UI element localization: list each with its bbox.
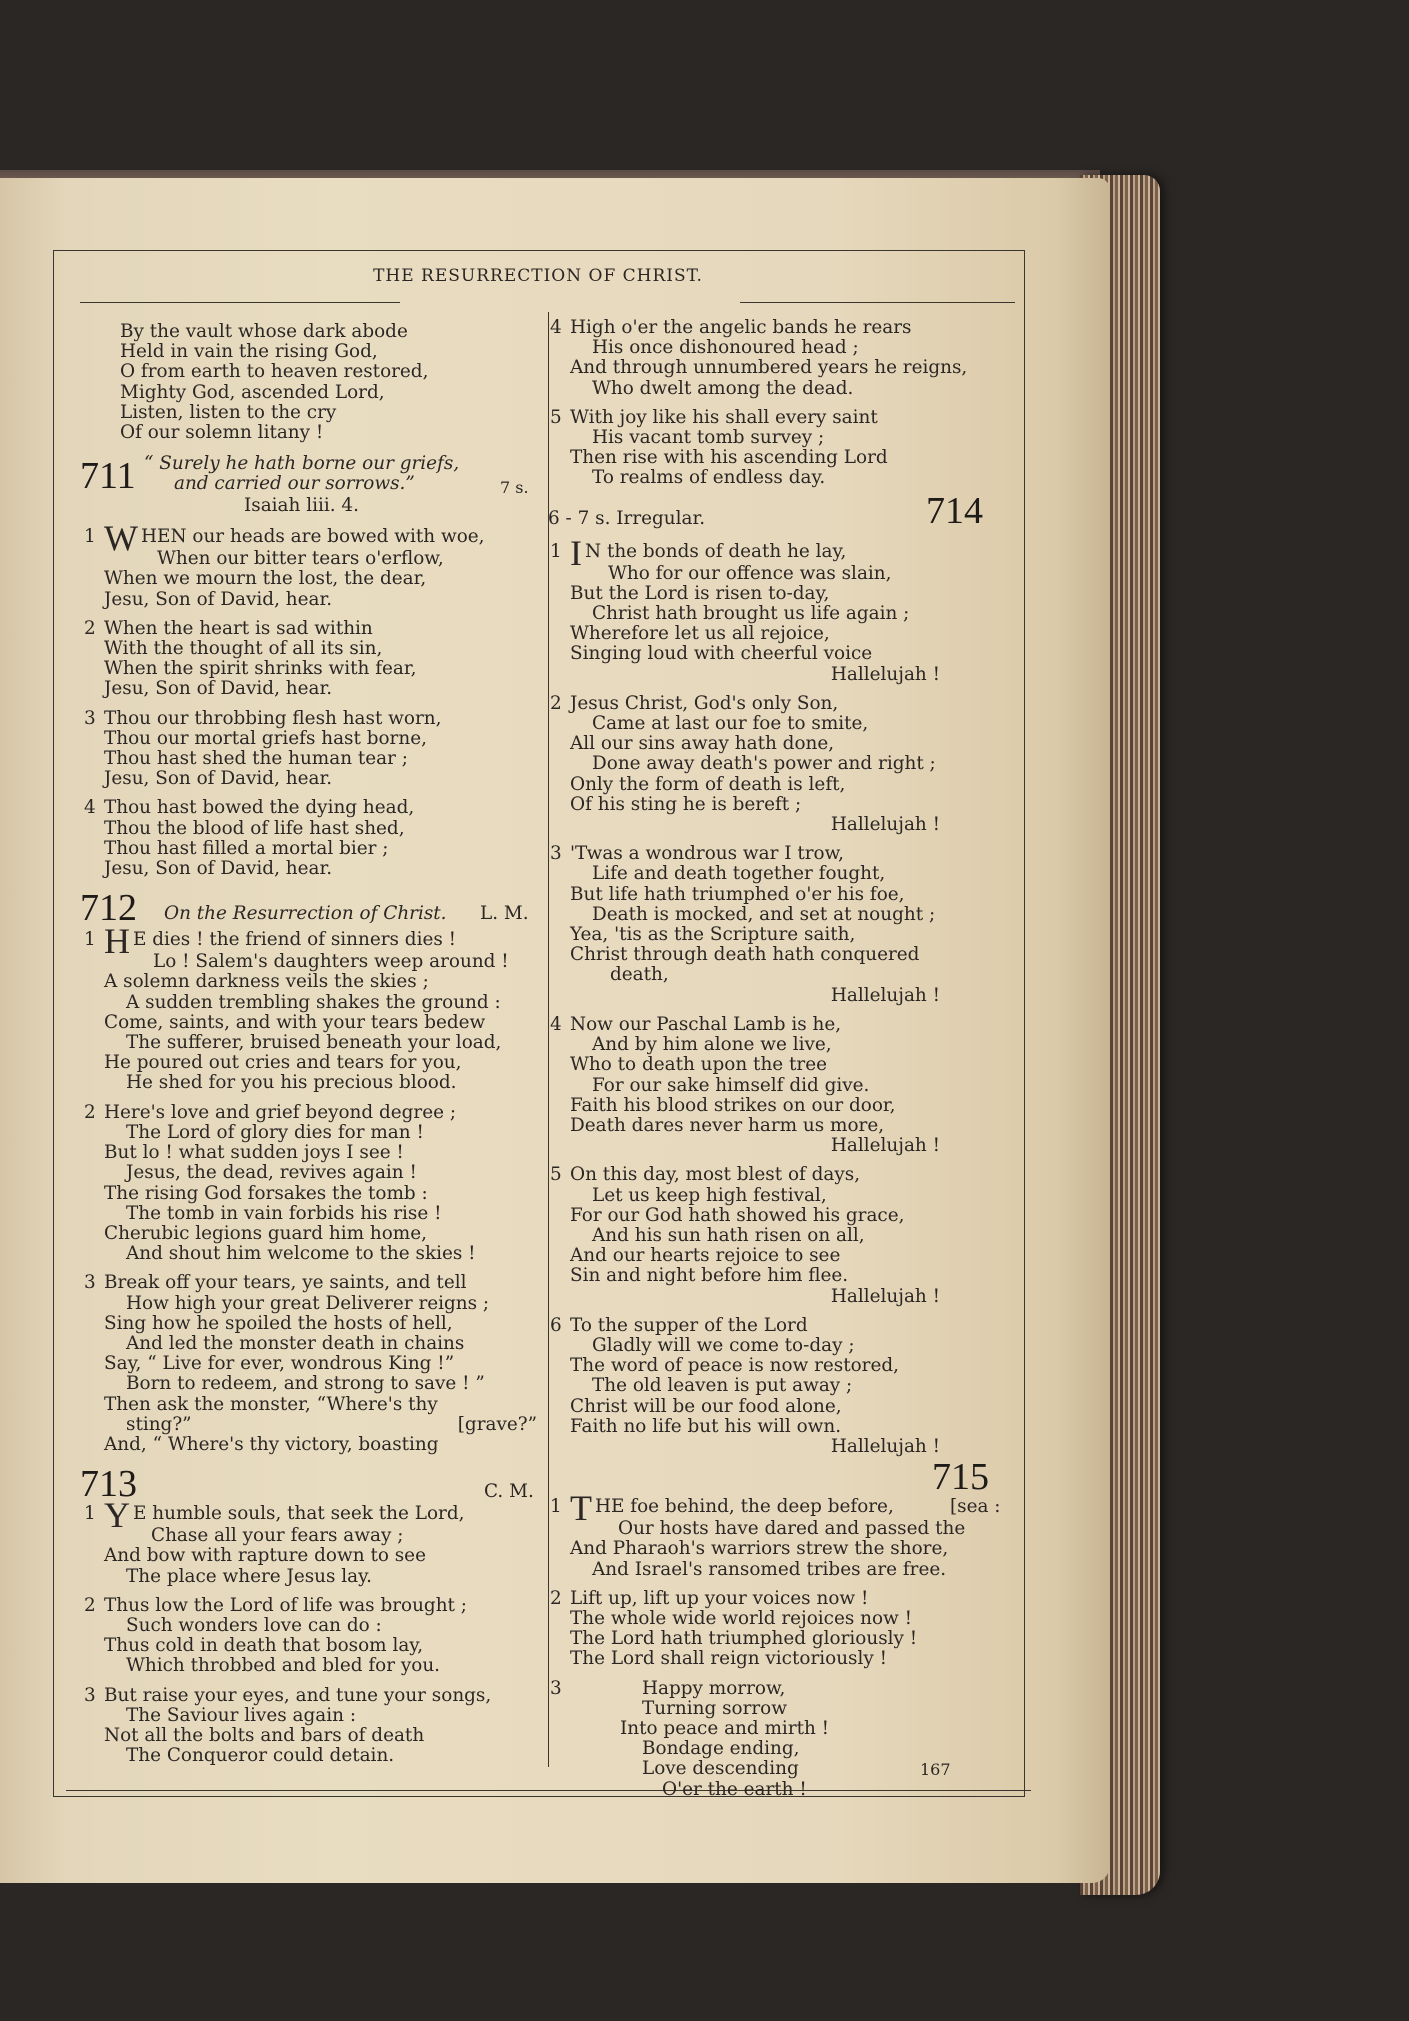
hymn-713-verse-5: 5 With joy like his shall every saint His vacant tomb survey ; Then rise with his ascending Lord To realms of endless day. [550, 406, 888, 489]
hymn-714-verse-5: 5 On this day, most blest of days, Let us keep high festival, For our God hath showed his grace, And his sun hath risen on all, And our hearts rejoice to see Sin and night before him flee. Hallelujah ! [550, 1164, 940, 1307]
hymn-713-verse-2: 2 Thus low the Lord of life was brought ; Such wonders love can do : Thus cold in death that bosom lay, Which throbbed and bled for you. [84, 1594, 467, 1677]
hymn-number: 715 [932, 1456, 989, 1499]
hymn-712-verse-2: 2 Here's love and grief beyond degree ; The Lord of glory dies for man ! But lo ! what sudden joys I see ! Jesus, the dead, revives again ! The rising God forsakes the tomb : The tomb in vain forbids his rise ! Cherubic legions guard him home, And shout him welcome to the skies ! [84, 1101, 476, 1265]
hymn-713-verse-1: 1 Y E humble souls, that seek the Lord, Chase all your fears away ; And bow with rapture down to see The place where Jesus lay. [84, 1495, 465, 1587]
hymn-714-verse-6: 6 To the supper of the Lord Gladly will we come to-day ; The word of peace is now restored, The old leaven is put away ; Christ will be our food alone, Faith no life but his will own. Hallelujah ! [550, 1314, 940, 1457]
drop-cap: I [570, 532, 582, 573]
hymn-714-verse-2: 2 Jesus Christ, God's only Son, Came at last our foe to smite, All our sins away hath done, Done away death's power and right ; Only the form of death is left, Of his sting he is bereft ; Hallelujah ! [550, 692, 940, 836]
hymn-714-verse-3: 3 'Twas a wondrous war I trow, Life and death together fought, But life hath triumphed o'er his foe, Death is mocked, and set at nought ; Yea, 'tis as the Scripture saith, Christ through death hath conquered death, Hallelujah ! [550, 843, 940, 1006]
hymn-number: 711 [80, 455, 136, 498]
hymn-715-verse-1: 1 T HE foe behind, the deep before, [sea : Our hosts have dared and passed the And Pharaoh's warriors strew the shore, And Israel's ransomed tribes are free. [550, 1488, 1001, 1580]
hymn-number: 714 [926, 489, 983, 532]
hymn-713-heading: 713 C. M. [80, 1463, 534, 1506]
drop-cap: H [104, 921, 130, 962]
page-number: 167 [920, 1760, 951, 1779]
header-rule-left [80, 302, 400, 303]
hymn-713-verse-4: 4 High o'er the angelic bands he rears His once dishonoured head ; And through unnumbered years he reigns, Who dwelt among the dead. [550, 317, 968, 399]
hymn-715-heading [548, 1457, 1008, 1497]
left-column [80, 321, 539, 1767]
hymn-711-verse-1: 1 W HEN our heads are bowed with woe, When our bitter tears o'erflow, When we mourn the lost, the dear, Jesu, Son of David, hear. [84, 518, 485, 610]
drop-cap: T [570, 1488, 592, 1529]
hymn-714-verse-1: 1 I N the bonds of death he lay, Who for our offence was slain, But the Lord is risen to-day, Christ hath brought us life again ; Wherefore let us all rejoice, Singing loud with cheerful voice Hallelujah ! [550, 532, 940, 685]
right-column [548, 318, 1008, 1800]
hymn-712-heading: 712 On the Resurrection of Christ. L. M. [80, 887, 529, 930]
hymn-712-verse-1: 1 H E dies ! the friend of sinners dies ! Lo ! Salem's daughters weep around ! A solemn darkness veils the skies ; A sudden trembling shakes the ground : Come, saints, and with your tears bedew The sufferer, bruised beneath your load, He poured out cries and tears for you, He shed for you his precious blood. [84, 921, 509, 1094]
hymn-number: 713 [80, 1463, 137, 1506]
hymn-711-verse-4: 4 Thou hast bowed the dying head, Thou the blood of life hast shed, Thou hast filled a mortal bier ; Jesu, Son of David, hear. [84, 797, 415, 880]
hymn-715-verse-2: 2 Lift up, lift up your voices now ! The whole wide world rejoices now ! The Lord hath triumphed gloriously ! The Lord shall reign victoriously ! [550, 1587, 918, 1670]
running-header: THE RESURRECTION OF CHRIST. [373, 266, 703, 286]
hymn-711-verse-3: 3 Thou our throbbing flesh hast worn, Thou our mortal griefs hast borne, Thou hast shed the human tear ; Jesu, Son of David, hear. [84, 707, 442, 790]
header-rule-right [740, 302, 1015, 303]
hymn-711-heading: 711 “ Surely he hath borne our griefs, and carried our sorrows.” 7 s. Isaiah liii. 4. [80, 453, 529, 517]
hymn-711-verse-2: 2 When the heart is sad within With the thought of all its sin, When the spirit shrinks with fear, Jesu, Son of David, hear. [84, 617, 417, 700]
hymn-712-verse-3: 3 Break off your tears, ye saints, and tell How high your great Deliverer reigns ; Sing how he spoiled the hosts of hell, And led the monster death in chains Say, “ Live for ever, wondrous King !” Born to redeem, and strong to save ! ” Then ask the monster, “Where's thy sting?” [grave?” And, “ Where's thy victory, boasting [84, 1272, 537, 1455]
drop-cap: Y [104, 1495, 130, 1536]
hymn-714-heading: 6 - 7 s. Irregular. 714 [548, 489, 983, 532]
drop-cap: W [104, 518, 138, 559]
hymn-710-continuation: By the vault whose dark abode Held in vain the rising God, O from earth to heaven restored, Mighty God, ascended Lord, Listen, listen to the cry Of our solemn litany ! [120, 321, 429, 444]
hymn-713-verse-3: 3 But raise your eyes, and tune your songs, The Saviour lives again : Not all the bolts and bars of death The Conqueror could detain. [84, 1684, 492, 1767]
hymn-714-verse-4: 4 Now our Paschal Lamb is he, And by him alone we live, Who to death upon the tree For our sake himself did give. Faith his blood strikes on our door, Death dares never harm us more, Hallelujah ! [550, 1013, 940, 1157]
hymn-715-verse-3: 3 Happy morrow, Turning sorrow Into peace and mirth ! Bondage ending, Love descending O'er the earth ! [550, 1677, 830, 1800]
hymn-number: 712 [80, 887, 137, 930]
